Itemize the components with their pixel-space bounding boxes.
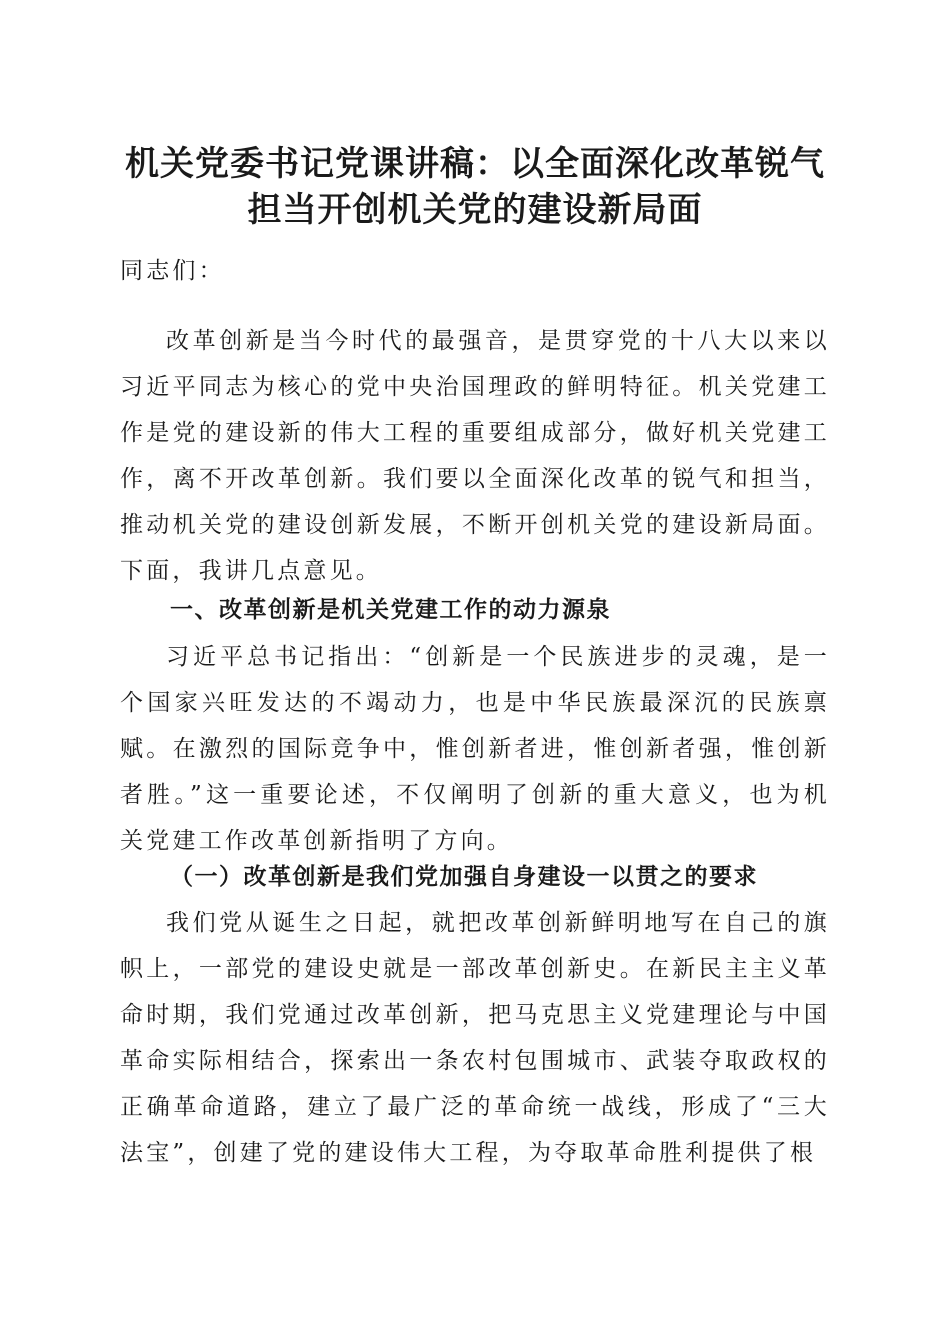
document-title-line-1: 机关党委书记党课讲稿：以全面深化改革锐气 [125,144,825,184]
paragraph-quote: 习近平总书记指出：“创新是一个民族进步的灵魂，是一个国家兴旺发达的不竭动力，也是中华民族最深沉的民族禀赋。在激烈的国际竞争中，惟创新者进，惟创新者强，惟创新者胜。”这一重要论述，不仅阐明了创新的重大意义，也为机关党建工作改革创新指明了方向。 [120,644,830,854]
section-heading-1: 一、改革创新是机关党建工作的动力源泉 [170,597,611,623]
document-title-line-2: 担当开创机关党的建设新局面 [247,190,703,230]
paragraph-intro: 改革创新是当今时代的最强音，是贯穿党的十八大以来以习近平同志为核心的党中央治国理政的鲜明特征。机关党建工作是党的建设新的伟大工程的重要组成部分，做好机关党建工作，离不开改革创新。我们要以全面深化改革的锐气和担当，推动机关党的建设创新发展，不断开创机关党的建设新局面。下面，我讲几点意见。 [120,328,830,584]
salutation: 同志们： [120,258,225,284]
subsection-heading-1: （一）改革创新是我们党加强自身建设一以贯之的要求 [170,863,758,890]
paragraph-history: 我们党从诞生之日起，就把改革创新鲜明地写在自己的旗帜上，一部党的建设史就是一部改革创新史。在新民主主义革命时期，我们党通过改革创新，把马克思主义党建理论与中国革命实际相结合，探索出一条农村包围城市、武装夺取政权的正确革命道路，建立了最广泛的革命统一战线，形成了“三大法宝”，创建了党的建设伟大工程，为夺取革命胜利提供了根 [120,910,830,1166]
